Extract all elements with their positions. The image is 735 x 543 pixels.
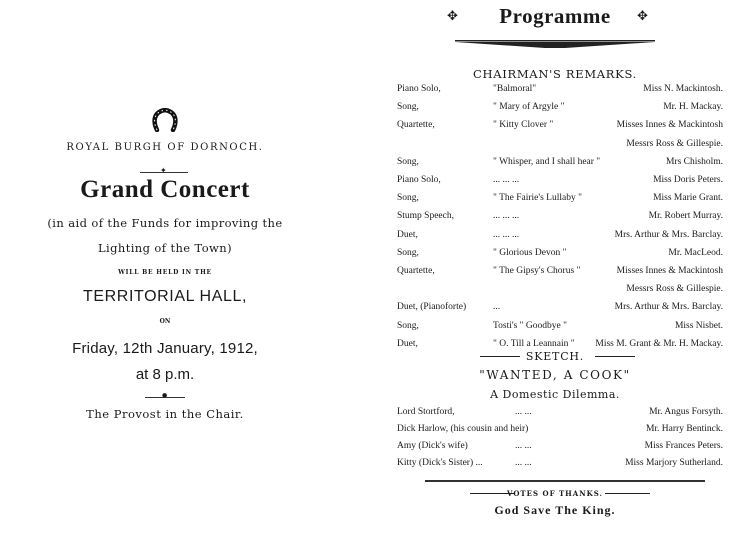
cast-dots: ... ... <box>515 441 532 451</box>
on-text: ON <box>159 318 171 325</box>
programme-row <box>397 84 723 98</box>
cast-role: Lord Stortford, <box>397 407 455 417</box>
item-type: Duet, <box>397 229 418 240</box>
aid-line-1: (in aid of the Funds for improving the <box>47 216 283 230</box>
item-piece: Tosti's " Goodbye " <box>493 320 567 331</box>
item-type: Quartette, <box>397 266 435 276</box>
chairmans-remarks: CHAIRMAN'S REMARKS. <box>473 67 637 81</box>
item-performer: Misses Innes & Mackintosh <box>616 120 723 131</box>
programme-row <box>397 139 723 153</box>
cast-row <box>397 441 723 455</box>
cast-role: Amy (Dick's wife) <box>397 441 468 451</box>
fleuron-right-icon: ✥ <box>637 9 648 24</box>
concert-title: Grand Concert <box>80 176 250 203</box>
cast-role: Dick Harlow, (his cousin and heir) <box>397 424 529 434</box>
cast-row <box>397 458 723 472</box>
item-piece: " The Fairie's Lullaby " <box>493 193 582 204</box>
item-performer: Miss Nisbet. <box>674 320 723 331</box>
sketch-rule-right <box>595 356 635 357</box>
item-type: Piano Solo, <box>397 175 441 185</box>
programme-row <box>397 120 723 134</box>
item-type: Song, <box>397 156 419 167</box>
cast-role: Kitty (Dick's Sister) ... <box>397 458 483 468</box>
votes-of-thanks: VOTES OF THANKS. <box>507 489 603 498</box>
cast-row <box>397 407 723 421</box>
programme-row <box>397 102 723 116</box>
programme-row <box>397 230 723 244</box>
programme-row <box>397 302 723 316</box>
item-performer: Mrs. Arthur & Mrs. Barclay. <box>614 302 723 313</box>
cast-dots: ... ... <box>515 407 532 417</box>
item-performer: Messrs Ross & Gillespie. <box>626 284 723 295</box>
item-type: Quartette, <box>397 120 435 131</box>
item-performer: Miss N. Mackintosh. <box>643 84 723 94</box>
programme-page <box>385 0 725 543</box>
item-type: Song, <box>397 320 419 331</box>
title-rule-ornament <box>455 40 655 48</box>
programme-row <box>397 321 723 335</box>
cast-actor: Mr. Angus Forsyth. <box>649 407 723 417</box>
item-piece: "Balmoral" <box>493 84 537 94</box>
bottom-rule <box>425 480 705 482</box>
provost-line: The Provost in the Chair. <box>86 407 244 421</box>
sketch-subtitle: A Domestic Dilemma. <box>490 388 620 401</box>
item-performer: Mr. MacLeod. <box>668 247 723 258</box>
item-piece: ... ... ... <box>493 175 520 185</box>
cast-actor: Miss Frances Peters. <box>644 441 723 451</box>
programme-row <box>397 284 723 298</box>
cast-row <box>397 424 723 438</box>
sketch-heading: SKETCH. <box>525 350 585 363</box>
item-type: Duet, <box>397 338 418 349</box>
god-save-the-king: God Save The King. <box>494 503 616 517</box>
item-piece: ... <box>493 302 501 313</box>
item-type: Piano Solo, <box>397 84 441 94</box>
programme-row <box>397 193 723 207</box>
item-piece: " Glorious Devon " <box>493 247 567 258</box>
item-performer: Messrs Ross & Gillespie. <box>626 138 723 149</box>
item-piece: " Whisper, and I shall hear " <box>493 156 601 167</box>
item-type: Song, <box>397 247 419 258</box>
fleuron-left-icon: ✥ <box>447 9 458 24</box>
cast-actor: Mr. Harry Bentinck. <box>645 424 723 434</box>
item-performer: Miss Doris Peters. <box>653 175 723 185</box>
programme-row <box>397 211 723 225</box>
cast-dots: ... ... <box>515 458 532 468</box>
item-type: Song, <box>397 193 419 204</box>
programme-row <box>397 266 723 280</box>
item-performer: Mrs Chisholm. <box>665 156 723 167</box>
item-piece: " O. Till a Leannain " <box>493 338 575 349</box>
item-type: Duet, (Pianoforte) <box>397 302 467 313</box>
item-performer: Miss M. Grant & Mr. H. Mackay. <box>595 338 723 349</box>
programme-row <box>397 248 723 262</box>
item-performer: Mr. H. Mackay. <box>663 102 723 113</box>
sketch-title: "WANTED, A COOK" <box>479 368 631 382</box>
burgh-heading: ROYAL BURGH OF DORNOCH. <box>66 142 264 153</box>
held-in-text: WILL BE HELD IN THE <box>118 269 212 276</box>
votes-rule-right <box>605 493 650 494</box>
venue-name: TERRITORIAL HALL, <box>82 288 248 305</box>
item-performer: Mr. Robert Murray. <box>648 211 723 222</box>
item-piece: " Mary of Argyle " <box>493 102 565 113</box>
horseshoe-icon <box>152 108 178 132</box>
item-piece: " The Gipsy's Chorus " <box>493 266 581 276</box>
item-performer: Misses Innes & Mackintosh <box>616 266 723 276</box>
item-piece: " Kitty Clover " <box>493 120 554 131</box>
concert-time: at 8 p.m. <box>135 366 195 383</box>
item-type: Song, <box>397 102 419 113</box>
concert-cover-page: ROYAL BURGH OF DORNOCH. ✦ Grand Concert (in aid of the Funds for improving the Lighting of the Town) WILL BE HELD IN THE TERRITORIAL HALL, ON Friday, 12th January, 1912, at 8 p.m. ● The Provost in the Chair. <box>0 0 330 543</box>
programme-row <box>397 157 723 171</box>
programme-row <box>397 175 723 189</box>
cast-actor: Miss Marjory Sutherland. <box>625 458 723 468</box>
item-type: Stump Speech, <box>397 211 454 222</box>
item-piece: ... ... ... <box>493 229 520 240</box>
programme-title: Programme <box>499 4 611 28</box>
item-performer: Miss Marie Grant. <box>653 193 723 204</box>
aid-line-2: Lighting of the Town) <box>98 241 232 255</box>
item-performer: Mrs. Arthur & Mrs. Barclay. <box>614 229 723 240</box>
concert-date: Friday, 12th January, 1912, <box>72 340 258 357</box>
item-piece: ... ... ... <box>493 211 520 222</box>
